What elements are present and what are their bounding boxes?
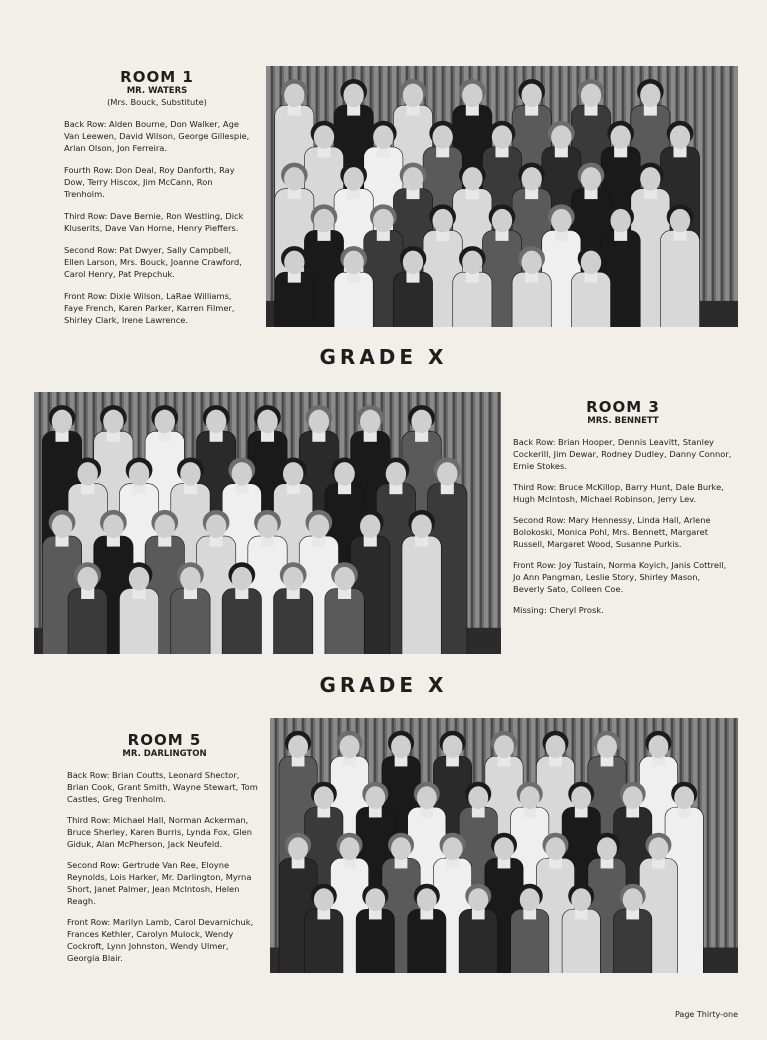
teacher-name: MR. WATERS bbox=[126, 86, 188, 96]
row-list-item: Third Row: Bruce McKillop, Barry Hunt, Dale Burke, Hugh McIntosh, Michael Robinson, Jerry Lev. bbox=[513, 482, 724, 504]
substitute-note: (Mrs. Bouck, Substitute) bbox=[107, 97, 207, 107]
row-list-item: Third Row: Michael Hall, Norman Ackerman, Bruce Sherley, Karen Burris, Lynda Fox, Glen Giduk, Alan McPherson, Jack Neufeld. bbox=[67, 815, 253, 849]
room-3-class-photo bbox=[34, 392, 501, 654]
row-list-item: Back Row: Brian Hooper, Dennis Leavitt, Stanley Cockerill, Jim Dewar, Rodney Dudley, Danny Connor, Ernie Stokes. bbox=[513, 437, 732, 471]
room-1-class-photo bbox=[266, 66, 738, 327]
row-list-item: Back Row: Brian Coutts, Leonard Shector, Brian Cook, Grant Smith, Wayne Stewart, Tom Castles, Greg Trenholm. bbox=[67, 770, 258, 804]
room-5-caption bbox=[67, 731, 262, 964]
room-3-caption bbox=[513, 398, 733, 616]
room-5-class-photo bbox=[270, 718, 738, 973]
room-heading: ROOM 1 bbox=[120, 68, 194, 86]
room-1-caption bbox=[64, 68, 250, 326]
row-list-item: Back Row: Alden Bourne, Don Walker, Age Van Leewen, David Wilson, George Gillespie, Arlan Olson, Jon Ferreira. bbox=[64, 119, 250, 153]
room-heading: ROOM 3 bbox=[586, 398, 660, 416]
row-list-item: Front Row: Dixie Wilson, LaRae Williams, Faye French, Karen Parker, Karren Filmer, Shirley Clark, Irene Lawrence. bbox=[64, 291, 235, 325]
page-number: Page Thirty-one bbox=[674, 1010, 738, 1019]
row-list-item: Fourth Row: Don Deal, Roy Danforth, Ray Dow, Terry Hiscox, Jim McCann, Ron Trenholm. bbox=[64, 165, 235, 199]
grade-heading: GRADE X bbox=[319, 345, 448, 369]
row-list-item: Second Row: Gertrude Van Ree, Eloyne Reynolds, Lois Harker, Mr. Darlington, Myrna Short, Janet Palmer, Jean McIntosh, Helen Reagh. bbox=[67, 860, 252, 906]
teacher-name: MR. DARLINGTON bbox=[122, 749, 207, 759]
row-list-item: Front Row: Marilyn Lamb, Carol Devarnichuk, Frances Kethler, Carolyn Mulock, Wendy Cockroft, Lynn Johnston, Wendy Ulmer, Georgia Blair. bbox=[67, 917, 254, 963]
row-list-item: Third Row: Dave Bernie, Ron Westling, Dick Kluserits, Dave Van Horne, Henry Pieffers. bbox=[64, 211, 244, 233]
row-list-item: Front Row: Joy Tustain, Norma Koyich, Janis Cottrell, Jo Ann Pangman, Leslie Story, Shirley Mason, Beverly Sato, Colleen Coe. bbox=[513, 560, 727, 594]
row-list-item: Second Row: Pat Dwyer, Sally Campbell, Ellen Larson, Mrs. Bouck, Joanne Crawford, Carol Henry, Pat Prepchuk. bbox=[64, 245, 242, 279]
grade-heading: GRADE X bbox=[319, 673, 448, 697]
room-heading: ROOM 5 bbox=[127, 731, 202, 749]
row-list-item: Missing: Cheryl Prosk. bbox=[513, 605, 604, 615]
teacher-name: MRS. BENNETT bbox=[587, 416, 659, 426]
row-list-item: Second Row: Mary Hennessy, Linda Hall, Arlene Bolokoski, Monica Pohl, Mrs. Bennett, Margaret Russell, Margaret Wood, Susanne Purkis. bbox=[513, 515, 711, 549]
